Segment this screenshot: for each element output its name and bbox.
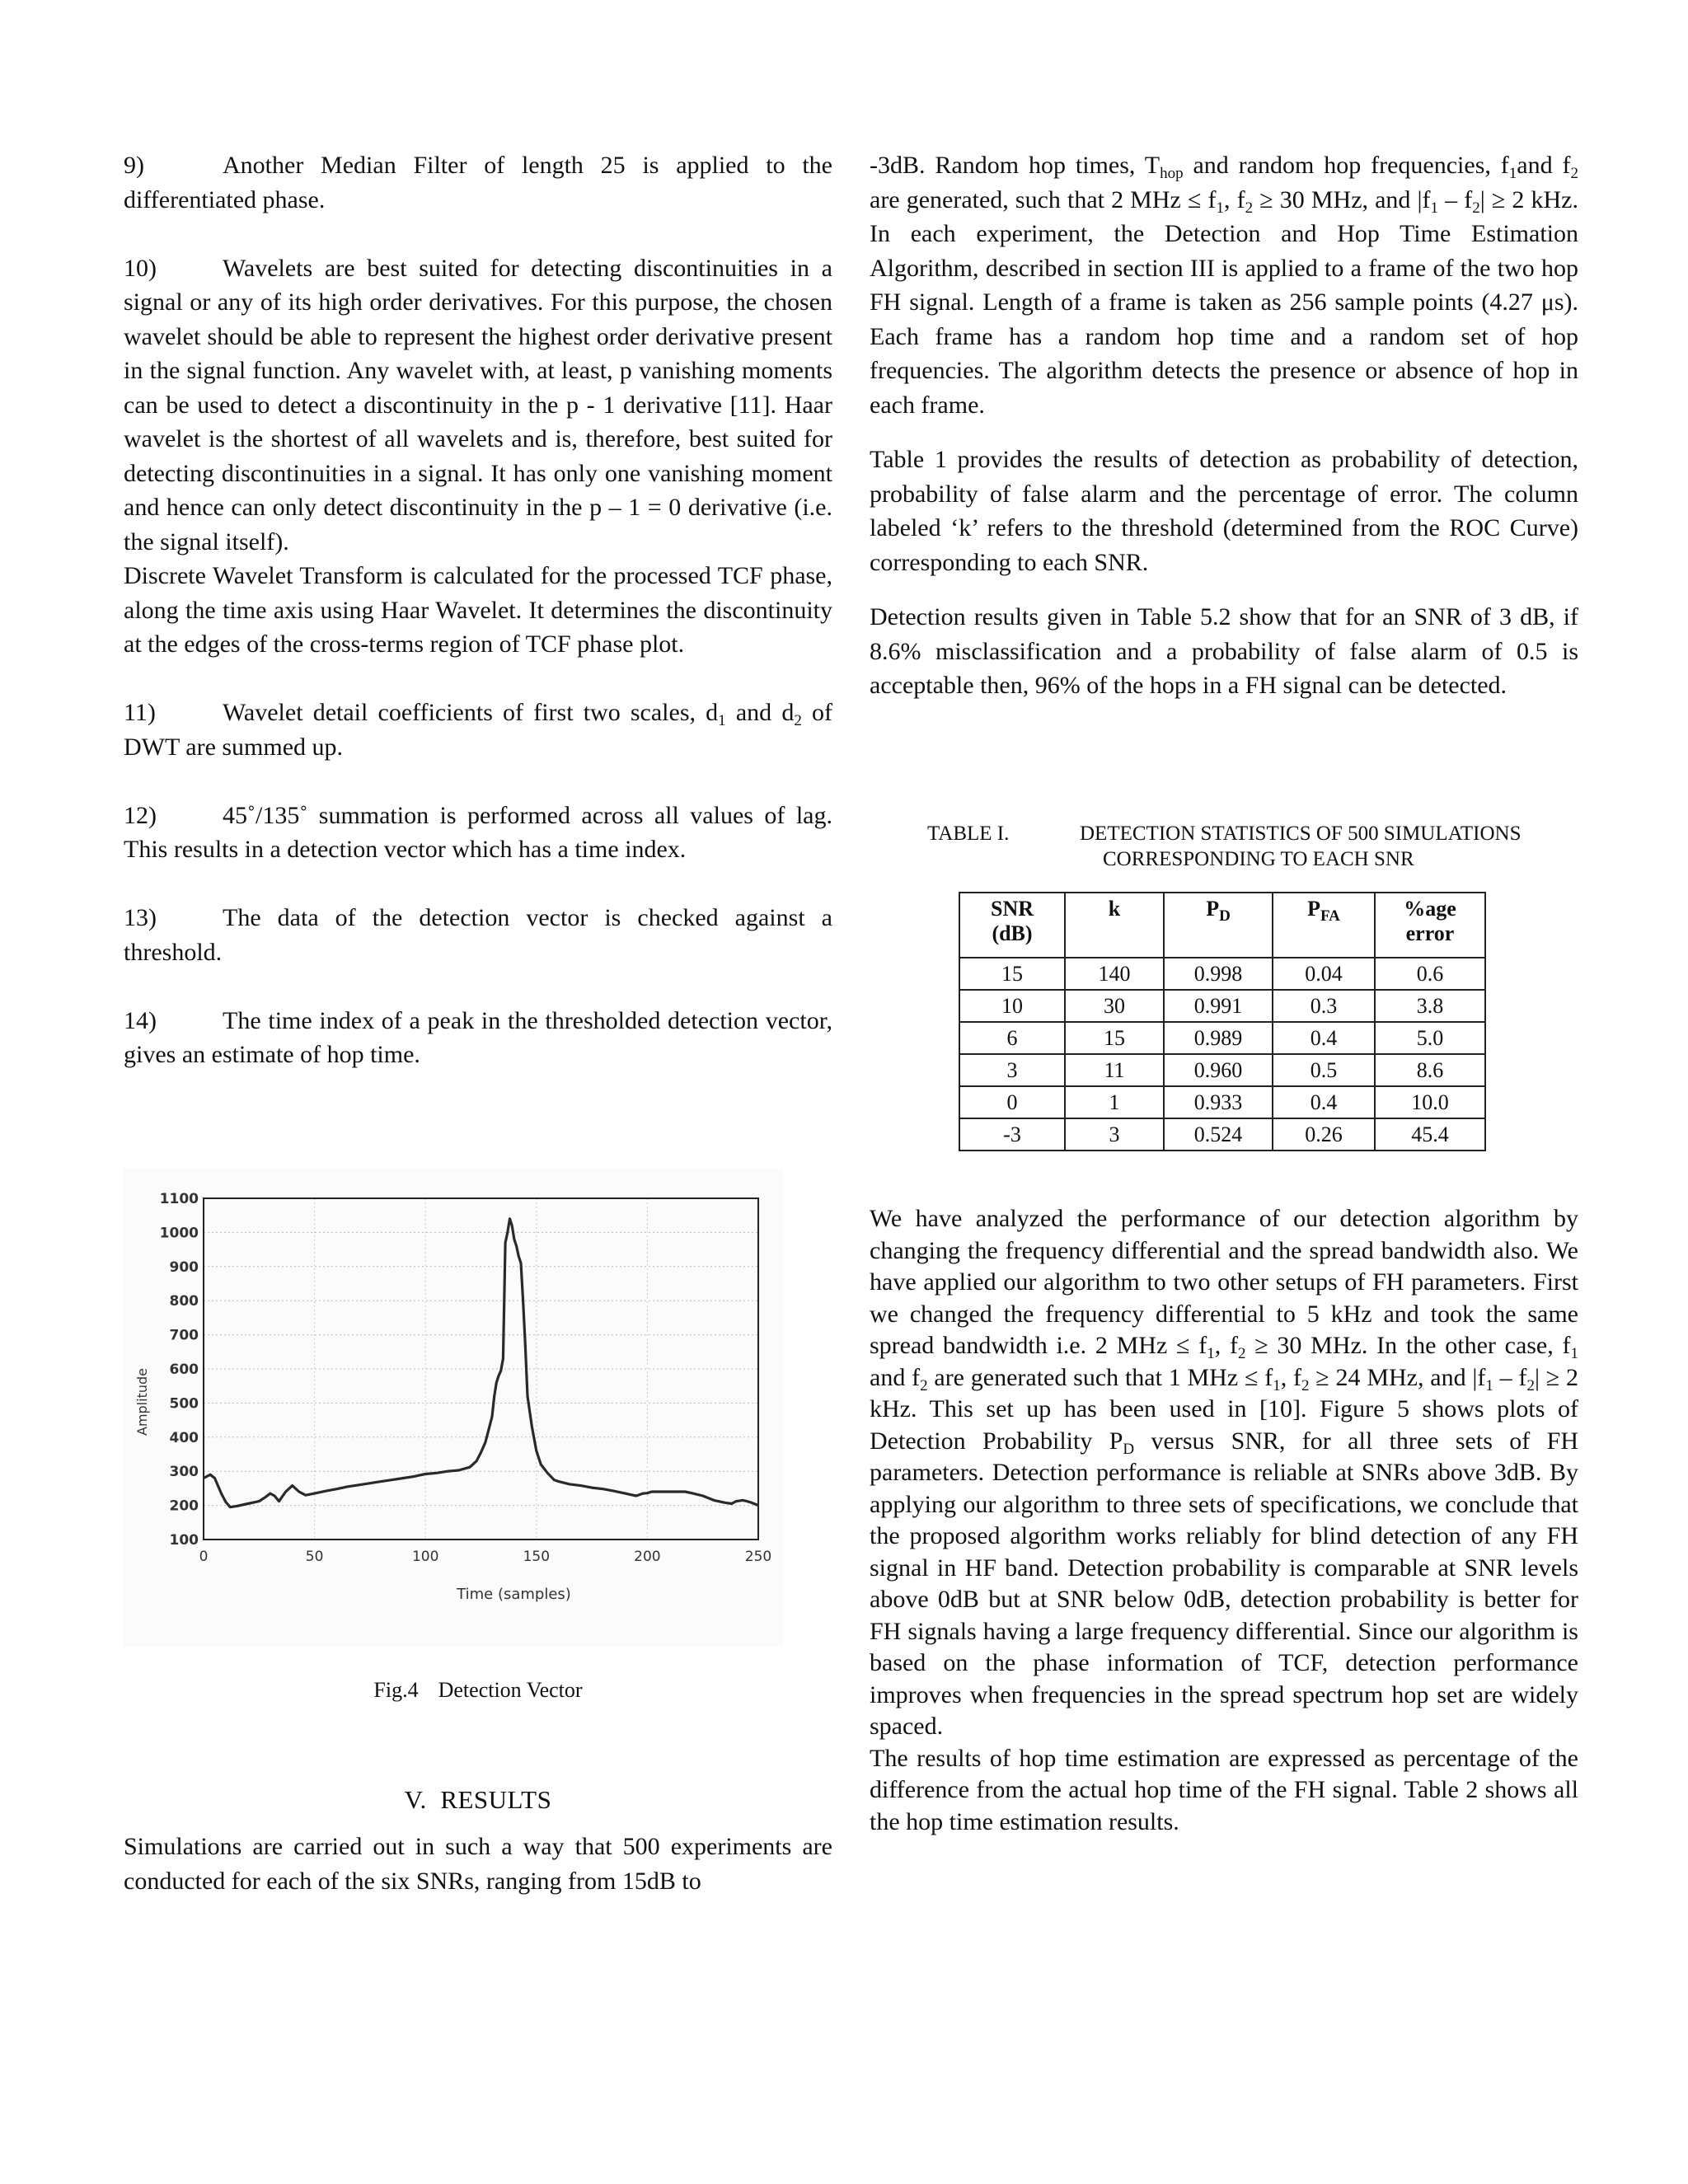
y-axis-label: Amplitude	[134, 1368, 150, 1436]
performance-analysis-paragraph: We have analyzed the performance of our detection algorithm by changing the frequency differential and the spread bandwidth also. We have applied our algorithm to two other setups of FH parameters. First we changed the frequency differential to 5 kHz and took the same spread bandwidth i.e. 2 MHz ≤ $f_1$, $f_2 \ge 30$ MHz. In the other case, $f_1$ and $f_2$ are generated such that 1 MHz ≤ $f_1$, $f_2 \ge 24$ MHz, and $|f_1 - f_2| \ge 2$ kHz. This set up has been used in [10]. Figure 5 shows plots of Detection Probability $P_D$ versus SNR, for all three sets of FH parameters. Detection performance is reliable at SNRs above 3dB. By applying our algorithm to three sets of specifications, we conclude that the proposed algorithm works reliably for blind detection of any FH signal in HF band. Detection probability is comparable at SNR levels above 0dB but at SNR below 0dB, detection probability is better for FH signals having a large frequency differential. Since our algorithm is based on the phase information of TCF, detection performance improves when frequencies in the spread spectrum hop set are widely spaced.	[870, 1205, 1578, 1740]
figure-title: Detection Vector	[438, 1678, 583, 1702]
step-10: 10) Wavelets are best suited for detecting discontinuities in a signal or any of its high order derivatives. For this purpose, the chosen wavelet should be able to represent the highest order derivative present in the signal function. Any wavelet with, at least, p vanishing moments can be used to detect a discontinuity in the p - 1 derivative [11]. Haar wavelet is the shortest of all wavelets and is, therefore, best suited for detecting discontinuities in a signal. It has only one vanishing moment and hence can only detect discontinuity in the p – 1 = 0 derivative (i.e. the signal itself).	[124, 254, 832, 555]
right-column-lower	[870, 1203, 1578, 1838]
y-tick-label: 1000	[159, 1225, 199, 1242]
results-paragraph: Simulations are carried out in such a way that 500 experiments are conducted for each of the six SNRs, ranging from 15dB to	[124, 1833, 832, 1895]
table-row: 3 11 0.960 0.5 8.6	[959, 1054, 1485, 1086]
y-tick-label: 200	[169, 1497, 199, 1515]
x-tick-label: 50	[305, 1549, 324, 1565]
figure-label: Fig.4	[373, 1678, 419, 1702]
chart-background	[124, 1169, 783, 1647]
y-tick-label: 800	[169, 1293, 199, 1310]
hop-time-estimation-paragraph: The results of hop time estimation are expressed as percentage of the difference from the actual hop time of the FH signal. Table 2 shows all the hop time estimation results.	[870, 1744, 1578, 1835]
step-12: 12) 45˚/135˚ summation is performed across all values of lag. This results in a detection vector which has a time index.	[124, 801, 832, 863]
detection-vector-chart	[124, 1169, 783, 1647]
col-header-error: %age error	[1375, 893, 1485, 958]
left-column	[124, 148, 832, 1072]
table-row: 0 1 0.933 0.4 10.0	[959, 1086, 1485, 1118]
table1-title-line1: DETECTION STATISTICS OF 500 SIMULATIONS	[1080, 823, 1522, 845]
step-14: 14) The time index of a peak in the thresholded detection vector, gives an estimate of hop time.	[124, 1006, 832, 1068]
table1-detection-statistics	[959, 892, 1486, 1151]
table1-description-paragraph: Table 1 provides the results of detection as probability of detection, probability of false alarm and the percentage of error. The column labeled ‘k’ refers to the threshold (determined from the ROC Curve) corresponding to each SNR.	[870, 446, 1578, 576]
step-13: 13) The data of the detection vector is checked against a threshold.	[124, 904, 832, 966]
col-header-snr: SNR (dB)	[959, 893, 1065, 958]
step-11: 11) Wavelet detail coefficients of first two scales, $d_1$ and $d_2$ of DWT are summed up.	[124, 699, 832, 761]
y-tick-label: 400	[169, 1429, 199, 1446]
col-header-k: k	[1065, 893, 1164, 958]
table-row: 10 30 0.991 0.3 3.8	[959, 990, 1485, 1022]
y-tick-label: 600	[169, 1361, 199, 1378]
x-tick-label: 200	[634, 1549, 661, 1565]
table1-title-line2: CORRESPONDING TO EACH SNR	[1103, 848, 1414, 870]
x-tick-label: 0	[199, 1549, 209, 1565]
table1-label: TABLE I.	[927, 823, 1010, 845]
right-column	[870, 148, 1578, 703]
figure-4-detection-vector	[124, 1169, 783, 1647]
section-heading-results: V. RESULTS	[404, 1785, 552, 1814]
table-header-row	[959, 893, 1485, 958]
y-tick-label: 100	[169, 1532, 199, 1549]
figure-caption	[124, 1678, 832, 1703]
detection-results-paragraph: Detection results given in Table 5.2 show that for an SNR of 3 dB, if 8.6% misclassification and a probability of false alarm of 0.5 is acceptable then, 96% of the hops in a FH signal can be detected.	[870, 603, 1578, 699]
table-row: 6 15 0.989 0.4 5.0	[959, 1022, 1485, 1054]
col-header-pfa: $P_{FA}$	[1273, 893, 1375, 958]
y-tick-label: 300	[169, 1464, 199, 1481]
x-tick-label: 150	[523, 1549, 551, 1565]
x-axis-label: Time (samples)	[457, 1586, 571, 1603]
dwt-paragraph: Discrete Wavelet Transform is calculated for the processed TCF phase, along the time axis using Haar Wavelet. It determines the discontinuity at the edges of the cross-terms region of TCF phase plot.	[124, 562, 832, 658]
step-9: 9) Another Median Filter of length 25 is applied to the differentiated phase.	[124, 152, 832, 213]
y-tick-label: 900	[169, 1258, 199, 1276]
table-row: 15 140 0.998 0.04 0.6	[959, 958, 1485, 990]
table-row: -3 3 0.524 0.26 45.4	[959, 1118, 1485, 1151]
simulation-setup-paragraph: -3dB. Random hop times, $T_{hop}$ and random hop frequencies, $f_1and$ $f_2$ are generated, such that 2 MHz ≤ $f_1$, $f_2 \ge 30$ MHz, and $|f_1 - f_2| \ge 2$ kHz. In each experiment, the Detection and Hop Time Estimation Algorithm, described in section III is applied to a frame of the two hop FH signal. Length of a frame is taken as 256 sample points (4.27 μs). Each frame has a random hop time and a random set of hop frequencies. The algorithm detects the presence or absence of hop in each frame.	[870, 152, 1578, 419]
col-header-pd: $P_D$	[1164, 893, 1273, 958]
x-tick-label: 250	[744, 1549, 772, 1565]
x-tick-label: 100	[411, 1549, 439, 1565]
y-tick-label: 500	[169, 1395, 199, 1413]
y-tick-label: 700	[169, 1327, 199, 1344]
y-tick-label: 1100	[159, 1191, 199, 1207]
